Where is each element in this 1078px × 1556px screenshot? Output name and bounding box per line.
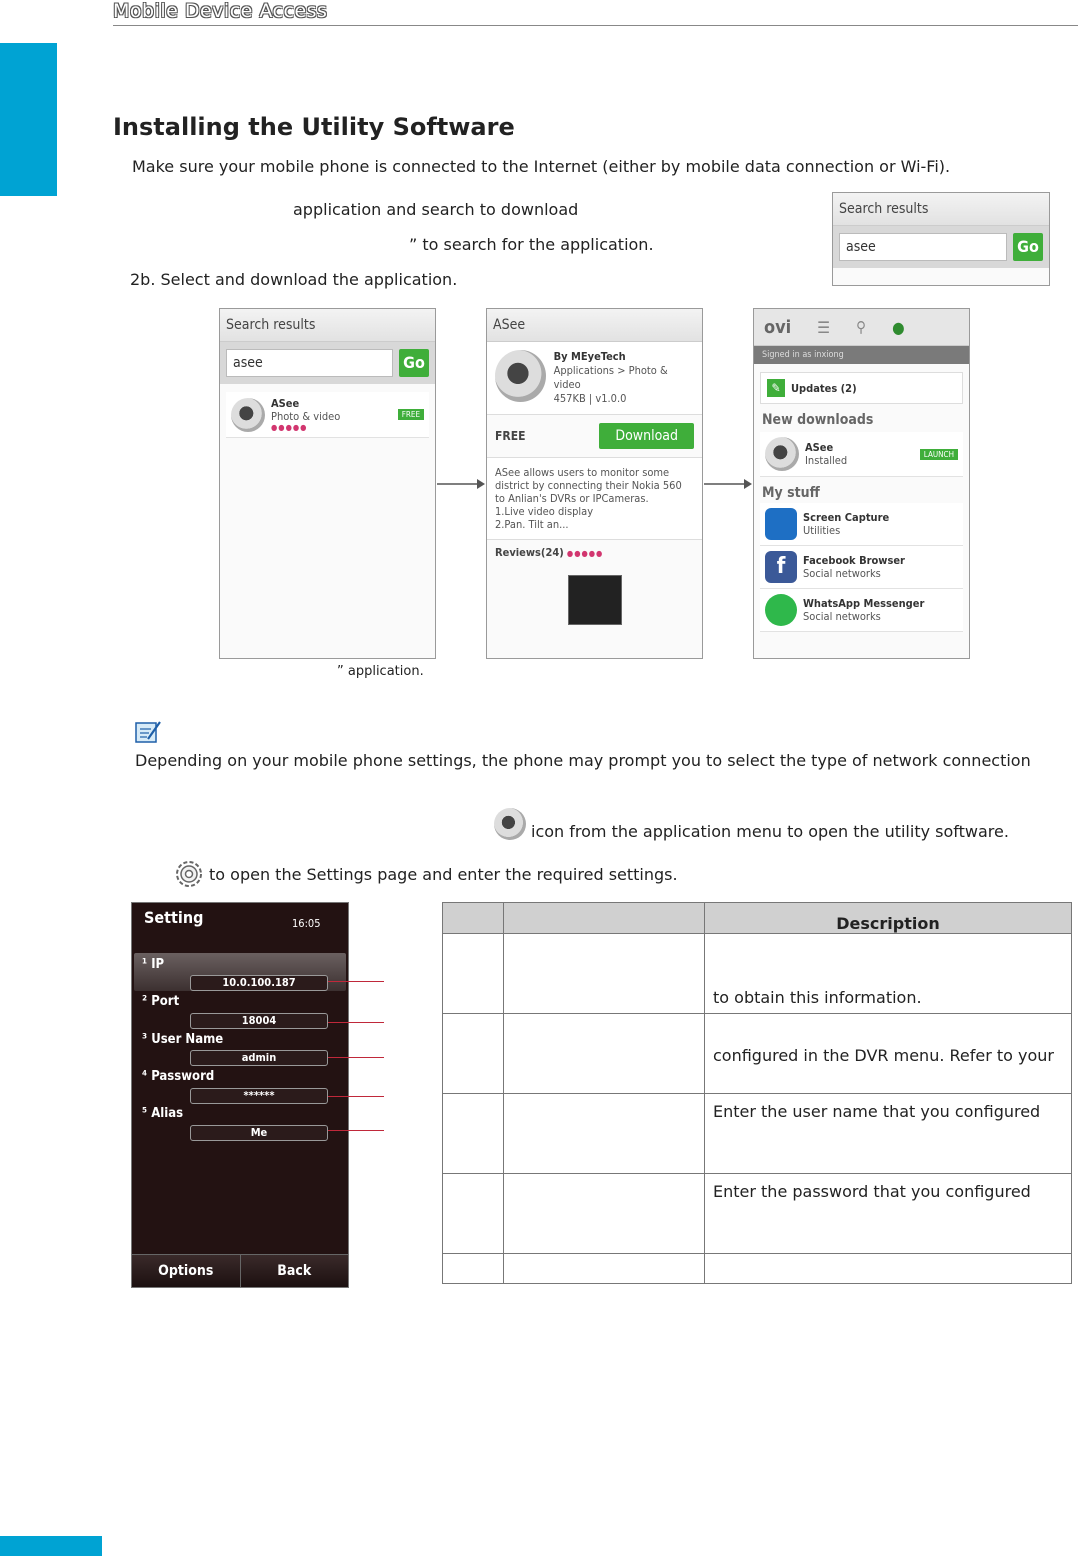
snippet-header: Search results xyxy=(833,193,1049,226)
reviews-row[interactable] xyxy=(487,539,702,565)
port-field[interactable]: 18004 xyxy=(190,1013,328,1029)
table-cell-description: to obtain this information. xyxy=(705,934,1072,1014)
open-app-text: icon from the application menu to open the utility software. xyxy=(531,822,1009,841)
user-name-field[interactable]: admin xyxy=(190,1050,328,1066)
callout-line xyxy=(328,1057,384,1058)
callout-line xyxy=(328,1022,384,1023)
account-icon[interactable]: ● xyxy=(892,317,905,337)
my-stuff-item[interactable] xyxy=(760,546,963,589)
result-app-name: ASee xyxy=(271,397,300,410)
screen1-go-button[interactable]: Go xyxy=(399,349,429,377)
table-header-row xyxy=(443,903,1072,934)
app-category: Social networks xyxy=(803,610,881,623)
callout-line xyxy=(328,981,384,982)
search-results-snippet xyxy=(832,192,1050,286)
table-header-cell xyxy=(443,903,504,934)
app-summary xyxy=(487,342,702,414)
table-row xyxy=(443,934,1072,1014)
table-cell-description: configured in the DVR menu. Refer to your xyxy=(705,1014,1072,1094)
step2-line2: ” to search for the application. xyxy=(409,235,654,254)
app-name: Screen Capture xyxy=(803,511,890,524)
snippet-search-input[interactable]: asee xyxy=(839,233,1007,261)
callout-line xyxy=(328,1096,384,1097)
back-softkey[interactable]: Back xyxy=(277,1263,312,1279)
table-cell-description: Enter the user name that you configured xyxy=(705,1094,1072,1174)
download-button[interactable]: Download xyxy=(599,423,694,449)
running-header: Mobile Device Access xyxy=(113,0,328,22)
table-cell-description: Enter the password that you configured xyxy=(705,1174,1072,1254)
setting-label: ⁴ Password xyxy=(142,1069,215,1084)
app-name: WhatsApp Messenger xyxy=(803,597,925,610)
setting-label: ³ User Name xyxy=(142,1032,224,1047)
settings-text: to open the Settings page and enter the required settings. xyxy=(209,865,678,884)
search-icon[interactable]: ⚲ xyxy=(856,318,867,336)
figure-caption: ” application. xyxy=(337,664,424,679)
reviews-rating: ●●●●● xyxy=(566,549,604,558)
facebook-icon: f xyxy=(765,551,797,583)
launch-button[interactable]: LAUNCH xyxy=(920,449,958,460)
screenshot-search-results xyxy=(219,308,436,659)
table-row xyxy=(443,1174,1072,1254)
setting-title: Setting xyxy=(144,908,204,927)
updates-label: Updates (2) xyxy=(791,381,857,395)
setting-label: ⁵ Alias xyxy=(142,1106,184,1121)
new-app-status: Installed xyxy=(805,454,848,467)
step2b-text: 2b. Select and download the application. xyxy=(130,270,458,289)
ovi-toolbar xyxy=(754,309,969,346)
screen1-search-input[interactable]: asee xyxy=(226,349,393,377)
ovi-logo: ovi xyxy=(764,316,792,338)
screenshot-setting-page xyxy=(131,902,349,1288)
callout-line xyxy=(328,1130,384,1131)
new-download-item[interactable] xyxy=(760,432,963,477)
my-stuff-item[interactable] xyxy=(760,503,963,546)
camera-icon xyxy=(765,508,797,540)
app-description: ASee allows users to monitor some district by connecting their Nokia 560 to Anlian's DVRs or IPCameras. 1.Live video display 2.Pan. Tilt an... xyxy=(487,458,702,539)
screen1-result-item[interactable] xyxy=(226,392,429,438)
table-header-description: Description xyxy=(705,903,1072,934)
app-category-path: Applications > Photo & video xyxy=(553,364,668,391)
settings-gear-icon xyxy=(174,859,204,889)
table-row xyxy=(443,1014,1072,1094)
result-rating: ●●●●● xyxy=(271,423,308,432)
alias-field[interactable]: Me xyxy=(190,1125,328,1141)
screen1-search-bar xyxy=(220,342,435,384)
setting-clock: 16:05 xyxy=(292,917,321,930)
chapter-tab xyxy=(0,43,57,196)
table-header-cell xyxy=(504,903,705,934)
header-rule xyxy=(113,25,1078,26)
screenshot-ovi-store xyxy=(753,308,970,659)
free-badge: FREE xyxy=(398,409,424,420)
note-text: Depending on your mobile phone settings, the phone may prompt you to select the type of network connection xyxy=(135,751,1031,770)
reviews-label: Reviews(24) xyxy=(495,546,564,559)
asee-app-icon xyxy=(495,350,546,402)
asee-app-icon xyxy=(765,437,799,471)
setting-label: ¹ IP xyxy=(142,957,165,972)
app-price: FREE xyxy=(495,429,526,443)
screen2-header: ASee xyxy=(487,309,702,342)
table-row xyxy=(443,1254,1072,1284)
intro-text: Make sure your mobile phone is connected to the Internet (either by mobile data connection or Wi-Fi). xyxy=(132,157,951,176)
whatsapp-icon xyxy=(765,594,797,626)
options-softkey[interactable]: Options xyxy=(132,1255,241,1287)
asee-app-icon xyxy=(231,398,265,432)
result-app-category: Photo & video xyxy=(271,410,341,423)
app-category: Utilities xyxy=(803,524,841,537)
app-name: Facebook Browser xyxy=(803,554,905,567)
setting-label: ² Port xyxy=(142,994,180,1009)
price-bar xyxy=(487,414,702,458)
app-screenshot-thumb xyxy=(568,575,622,625)
app-publisher: By MEyeTech xyxy=(553,350,626,363)
arrow-right-icon xyxy=(437,478,485,490)
table-row xyxy=(443,1094,1072,1174)
screenshot-app-details xyxy=(486,308,703,659)
updates-icon: ✎ xyxy=(767,379,785,397)
arrow-right-icon xyxy=(704,478,752,490)
new-app-name: ASee xyxy=(805,441,834,454)
password-field[interactable]: ****** xyxy=(190,1088,328,1104)
note-icon xyxy=(134,719,162,745)
page-footer-tab xyxy=(0,1536,102,1556)
menu-icon[interactable]: ☰ xyxy=(817,317,831,337)
ip-field[interactable]: 10.0.100.187 xyxy=(190,975,328,991)
table-cell-description xyxy=(705,1254,1072,1284)
settings-description-table xyxy=(442,902,1072,1284)
snippet-go-button[interactable]: Go xyxy=(1013,233,1043,261)
app-size: 457KB | v1.0.0 xyxy=(553,392,627,405)
section-title: Installing the Utility Software xyxy=(113,113,515,141)
app-category: Social networks xyxy=(803,567,881,580)
my-stuff-heading: My stuff xyxy=(762,485,820,501)
step2-line1: application and search to download xyxy=(293,200,579,219)
new-downloads-heading: New downloads xyxy=(762,412,874,428)
screen1-header: Search results xyxy=(220,309,435,342)
my-stuff-item[interactable] xyxy=(760,589,963,632)
updates-row[interactable] xyxy=(760,372,963,404)
signed-in-bar: Signed in as inxiong xyxy=(754,346,969,364)
snippet-search-bar xyxy=(833,226,1049,268)
asee-app-icon xyxy=(494,808,526,840)
